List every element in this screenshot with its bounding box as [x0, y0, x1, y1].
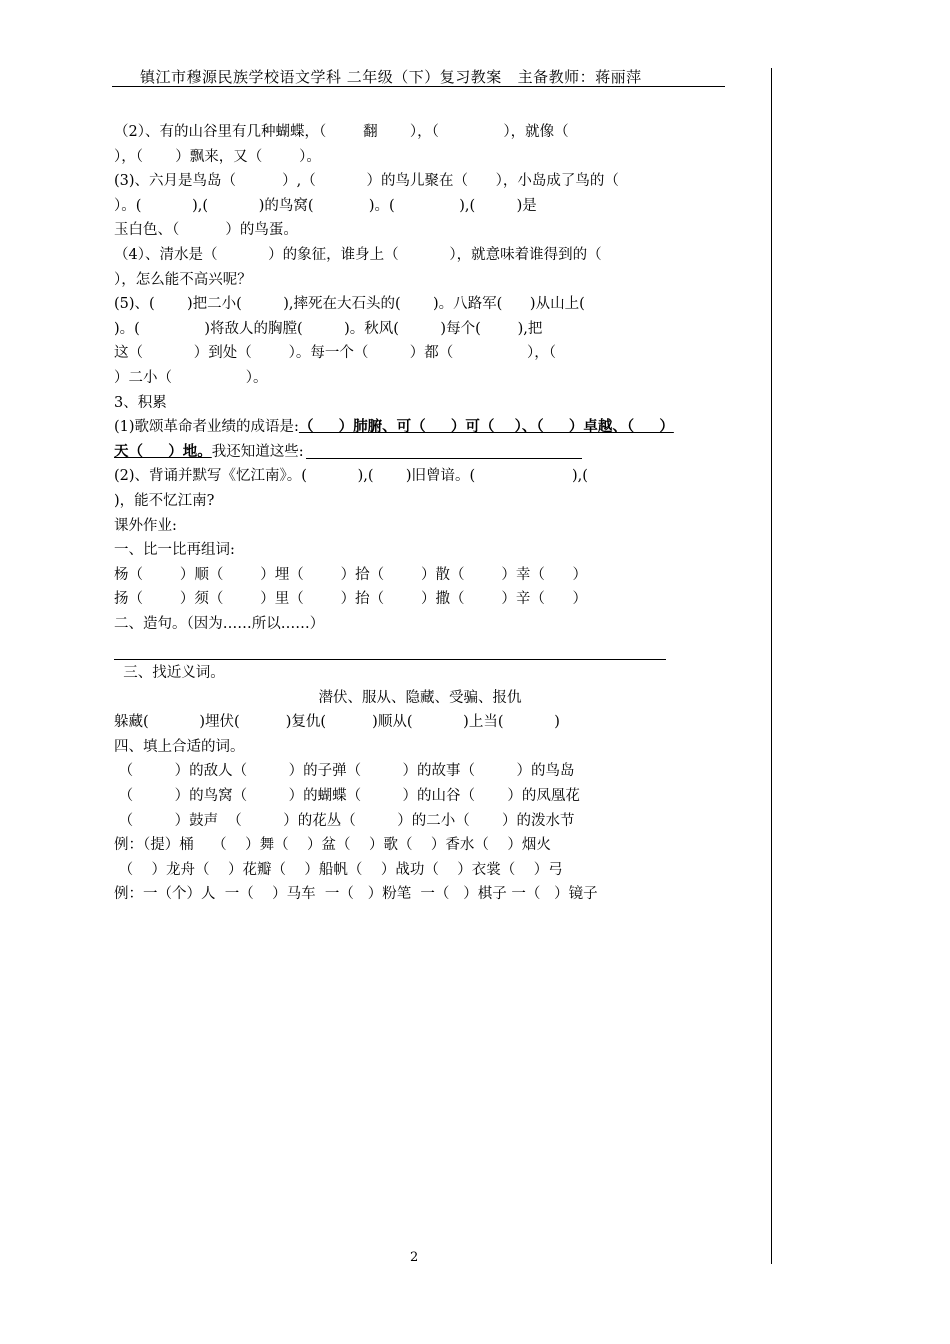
text-line: （2）、有的山谷里有几种蝴蝶，（ 翻 ），（ ），就像（: [114, 124, 569, 140]
text-line: 扬（ ）须（ ）里（ ）抬（ ）撒（ ）辛（ ）: [114, 591, 588, 608]
text-line: (5)、( )把二小( ),摔死在大石头的( )。八路军( )从山上(: [114, 296, 585, 313]
idiom-blanks: （ ）肺腑、可（ ）可（ ）、（ ）卓越、（ ）: [298, 418, 674, 436]
section-heading: 三、找近义词。: [114, 665, 225, 682]
answer-blank: [306, 457, 582, 459]
word-bank: 潜伏、服从、隐藏、受骗、报仇: [318, 689, 522, 706]
text-line: （ ）龙舟（ ）花瓣（ ）船帆（ ）战功（ ）衣裳（ ）弓: [114, 861, 563, 878]
idiom-line: [114, 415, 726, 440]
section-heading: 课外作业:: [114, 517, 177, 534]
text-line: 玉白色、（ ）的鸟蛋。: [114, 222, 298, 239]
sentence-answer-line: [114, 659, 666, 660]
text-line: )。( )将敌人的胸膛( )。秋风( )每个( ),把: [114, 320, 543, 337]
text-line: （ ）的鸟窝（ ）的蝴蝶（ ）的山谷（ ）的凤凰花: [114, 788, 580, 805]
spacer: [114, 636, 726, 661]
text-line: (3)、六月是鸟岛（ ）,（ ）的鸟儿聚在（ ），小岛成了鸟的（: [114, 173, 619, 190]
page-number: 2: [410, 1250, 419, 1265]
margin-rule: [771, 68, 772, 1264]
text-line: 例：（提）桶 （ ）舞（ ）盆（ ）歌（ ）香水（ ）烟火: [114, 837, 551, 854]
text-line: ），（ ）飘来，又（ ）。: [114, 148, 321, 165]
text-line: )，能不忆江南?: [114, 492, 215, 509]
text-line: 例：一（个）人 一（ ）马车 一（ ）粉笔 一（ ）棋子 一（ ）镜子: [114, 886, 598, 903]
section-heading: 四、填上合适的词。: [114, 738, 245, 755]
text-line: 躲藏( )埋伏( )复仇( )顺从( )上当( ): [114, 714, 560, 731]
idiom-prefix: (1)歌颂革命者业绩的成语是:: [114, 419, 299, 436]
section-heading: 一、比一比再组词:: [114, 542, 235, 559]
idiom-line-2: [114, 440, 726, 465]
text-line: （ ）的敌人（ ）的子弹（ ）的故事（ ）的鸟岛: [114, 763, 575, 780]
idiom-blanks-end: 天（ ）地。: [114, 442, 212, 460]
section-heading: 二、造句。（因为……所以……）: [114, 615, 325, 632]
idiom-extra-label: 我还知道这些:: [211, 443, 304, 460]
text-line: 这（ ）到处（ ）。每一个（ ）都（ ），（: [114, 345, 557, 362]
page-header: 镇江市穆源民族学校语文学科 二年级（下）复习教案 主备教师：蒋丽萍: [140, 68, 642, 86]
text-line: 杨（ ）顺（ ）埋（ ）拾（ ）散（ ）幸（ ）: [114, 566, 588, 583]
text-line: (2)、背诵并默写《忆江南》。( ),( )旧曾谙。( ),(: [114, 468, 588, 485]
text-line: （ ）鼓声 （ ）的花丛（ ）的二小（ ）的泼水节: [114, 812, 575, 829]
lesson-content: [114, 120, 726, 907]
section-heading: 3、积累: [114, 394, 167, 411]
text-line: ）。( ),( )的鸟窝( )。( ),( )是: [114, 197, 537, 214]
text-line: ），怎么能不高兴呢？: [114, 271, 252, 288]
text-line: （4）、清水是（ ）的象征，谁身上（ ），就意味着谁得到的（: [114, 246, 602, 263]
header-underline: [112, 86, 725, 87]
text-line: ）二小（ ）。: [114, 369, 268, 386]
